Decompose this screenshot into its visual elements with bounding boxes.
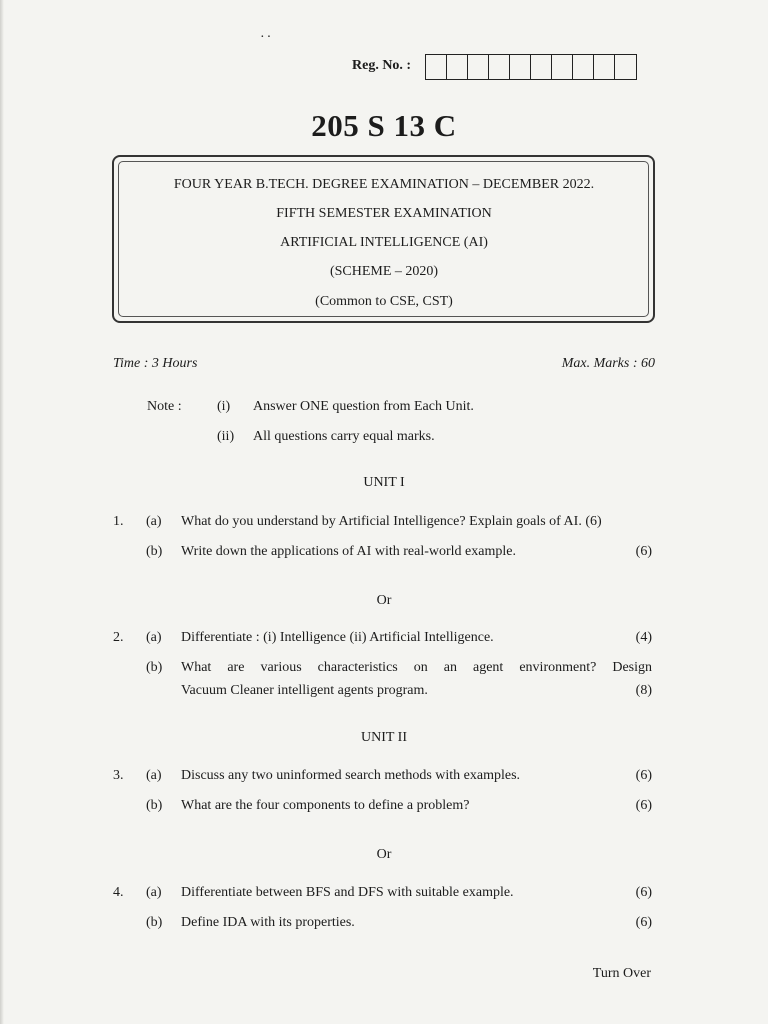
question-marks: (4) — [635, 630, 652, 645]
exam-title: FOUR YEAR B.TECH. DEGREE EXAMINATION – DECEMBER 2022. — [173, 177, 595, 192]
question-part-label: (a) — [146, 768, 162, 783]
question-part-label: (a) — [146, 514, 162, 529]
time-duration: Time : 3 Hours — [113, 356, 198, 371]
scheme-title: (SCHEME – 2020) — [329, 264, 439, 279]
question-part-label: (b) — [146, 915, 163, 930]
scan-speck: ·· — [260, 30, 274, 45]
question-part-label: (b) — [146, 798, 163, 813]
question-text-continued: Vacuum Cleaner intelligent agents program. — [181, 683, 428, 698]
reg-no-boxes[interactable] — [425, 54, 637, 80]
reg-no-box[interactable] — [468, 55, 489, 79]
question-marks: (6) — [635, 798, 652, 813]
question-text: Write down the applications of AI with real-world example. — [181, 544, 516, 559]
reg-no-box[interactable] — [489, 55, 510, 79]
reg-no-box[interactable] — [531, 55, 552, 79]
question-marks: (6) — [635, 544, 652, 559]
question-number: 4. — [113, 885, 124, 900]
question-marks: (8) — [635, 683, 652, 698]
note-item-number: (ii) — [217, 429, 235, 444]
unit-heading: UNIT I — [363, 475, 405, 490]
or-separator: Or — [376, 847, 392, 862]
unit-heading: UNIT II — [360, 730, 407, 745]
question-number: 3. — [113, 768, 124, 783]
reg-no-box[interactable] — [573, 55, 594, 79]
question-marks: (6) — [635, 915, 652, 930]
question-text: Define IDA with its properties. — [181, 915, 355, 930]
note-item-text: All questions carry equal marks. — [253, 429, 435, 444]
max-marks: Max. Marks : 60 — [561, 356, 655, 371]
question-marks: (6) — [635, 885, 652, 900]
turn-over-label: Turn Over — [592, 966, 651, 981]
note-label: Note : — [147, 399, 182, 414]
question-text: What do you understand by Artificial Intelligence? Explain goals of AI. (6) — [181, 514, 602, 529]
reg-no-box[interactable] — [552, 55, 573, 79]
scan-edge — [0, 0, 4, 1024]
question-part-label: (a) — [146, 885, 162, 900]
question-text: What are various characteristics on an agent environment? Design — [181, 660, 652, 675]
note-item-text: Answer ONE question from Each Unit. — [253, 399, 474, 414]
branches-title: (Common to CSE, CST) — [315, 294, 453, 309]
subject-title: ARTIFICIAL INTELLIGENCE (AI) — [280, 235, 488, 250]
reg-no-box[interactable] — [447, 55, 468, 79]
question-part-label: (a) — [146, 630, 162, 645]
question-marks: (6) — [635, 768, 652, 783]
question-number: 2. — [113, 630, 124, 645]
reg-no-box[interactable] — [615, 55, 636, 79]
or-separator: Or — [376, 593, 392, 608]
question-text: Differentiate : (i) Intelligence (ii) Artificial Intelligence. — [181, 630, 494, 645]
question-number: 1. — [113, 514, 124, 529]
question-part-label: (b) — [146, 660, 163, 675]
reg-no-box[interactable] — [426, 55, 447, 79]
question-part-label: (b) — [146, 544, 163, 559]
reg-no-box[interactable] — [594, 55, 615, 79]
question-text: What are the four components to define a problem? — [181, 798, 470, 813]
paper-code: 205 S 13 C — [311, 108, 457, 143]
semester-title: FIFTH SEMESTER EXAMINATION — [276, 206, 492, 221]
reg-no-label: Reg. No. : — [352, 58, 412, 73]
question-text: Discuss any two uninformed search methods with examples. — [181, 768, 521, 783]
note-item-number: (i) — [217, 399, 231, 414]
question-text: Differentiate between BFS and DFS with suitable example. — [181, 885, 514, 900]
reg-no-box[interactable] — [510, 55, 531, 79]
